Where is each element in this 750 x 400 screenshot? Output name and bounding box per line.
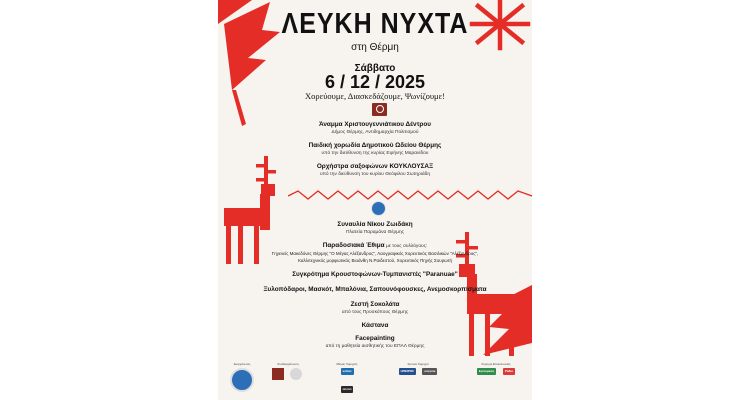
event-title-suffix: με τους συλλόγους: [384,244,428,249]
event-title: Ζεστή Σοκολάτα [350,301,400,308]
event-line: Καλλιτεχνικός μορφωτικός Βιοάνθη Ν.Ραιδεστού, Χορευτικός Πηγής Σουρωτή [297,258,453,263]
event-title: Παραδοσιακά Έθιμα [322,242,385,249]
sponsor-logo: Ράδιο [504,369,514,373]
sponsor-group [388,362,448,385]
association-badge-icon [371,201,386,216]
event-title: Άναμμα Χριστουγεννιάτικου Δέντρου [318,121,432,128]
event-line: Γηγενείς Μακεδόνες Θέρμης "Ο Μέγας Αλέξανδρος", Λαογραφικός Χορευτικός Βασιλικών "Αλέξανδρος", [271,251,479,256]
sponsor-logo: Εμπορικός [478,369,495,373]
event-title: Συγκρότημα Κρουστοφώνων-Τυμπανιστές "Paranuae" [292,271,458,278]
poster-subtitle: στη Θέρμη [351,42,399,53]
event-title: Κάστανα [361,322,389,329]
event-date: 6 / 12 / 2025 [324,72,426,92]
event-subtitle: από τη μαθητεία αισθητικής του ΕΠΑΛ Θέρμης [325,344,425,349]
sponsor-group-label: Μέγας Χορηγός [336,362,358,366]
event-subtitle: από τους Προσκόπους Θέρμης [341,310,409,315]
sponsor-group-label: Συνδιοργάνωση [277,362,299,366]
event-traditions [218,242,532,249]
event-title: Facepainting [355,335,395,342]
event-poster [218,0,532,400]
event-slogan: Χορεύουμε, Διασκεδάζουμε, Ψωνίζουμε! [305,91,445,101]
sponsor-group-label: Χορηγοί Επικοινωνίας [481,362,511,366]
event-subtitle: υπό την διεύθυνση του κυρίου Θεόφιλου Σωτηριάδη [319,172,431,177]
sponsor-logo: ΗΠΕΙΡΟΣ [400,369,414,373]
zigzag-divider-icon [288,190,532,202]
sponsor-logo: onzon [342,387,352,391]
event-title: Ξυλοπόδαροι, Μασκότ, Μπαλόνια, Σαπουνόφουσκες, Ανεμοσκορπίσματα [263,286,487,293]
sponsor-group [462,362,530,385]
event-subtitle: υπό την διεύθυνση της κυρίας Ειρήνης Μαρανίδου [321,151,429,156]
sponsor-logo: enzyme [424,369,436,373]
municipality-logo-icon [372,103,387,116]
co-organizer-logos-icon [271,367,305,381]
event-title: Συναυλία Νίκου Ζωιδάκη [337,221,413,228]
event-day: Σάββατο [354,63,396,74]
poster-title: ΛΕΥΚΗ ΝΥΧΤΑ [281,7,469,41]
sponsor-group-label: Χρυσοί Χορηγοί [407,362,429,366]
sponsor-group [330,362,364,400]
sponsor-logo: volton [342,369,352,373]
organizer-badge-icon [229,367,255,393]
sponsor-group [270,362,306,386]
sponsor-group-label: Διοργάνωση [233,362,251,366]
event-subtitle: Δήμος Θέρμης, Αντιδημαρχία Πολιτισμού [331,130,419,135]
event-subtitle: Πλατεία Παραμάνα Θέρμης [346,230,404,235]
sponsor-group [222,362,262,398]
event-title: Παιδική χορωδία Δημοτικού Ωδείου Θέρμης [308,142,442,149]
event-title: Ορχήστρα σαξοφώνων ΚΟΥΚΛΟΥΣΑΞ [316,163,434,170]
sponsors-strip [218,362,532,400]
